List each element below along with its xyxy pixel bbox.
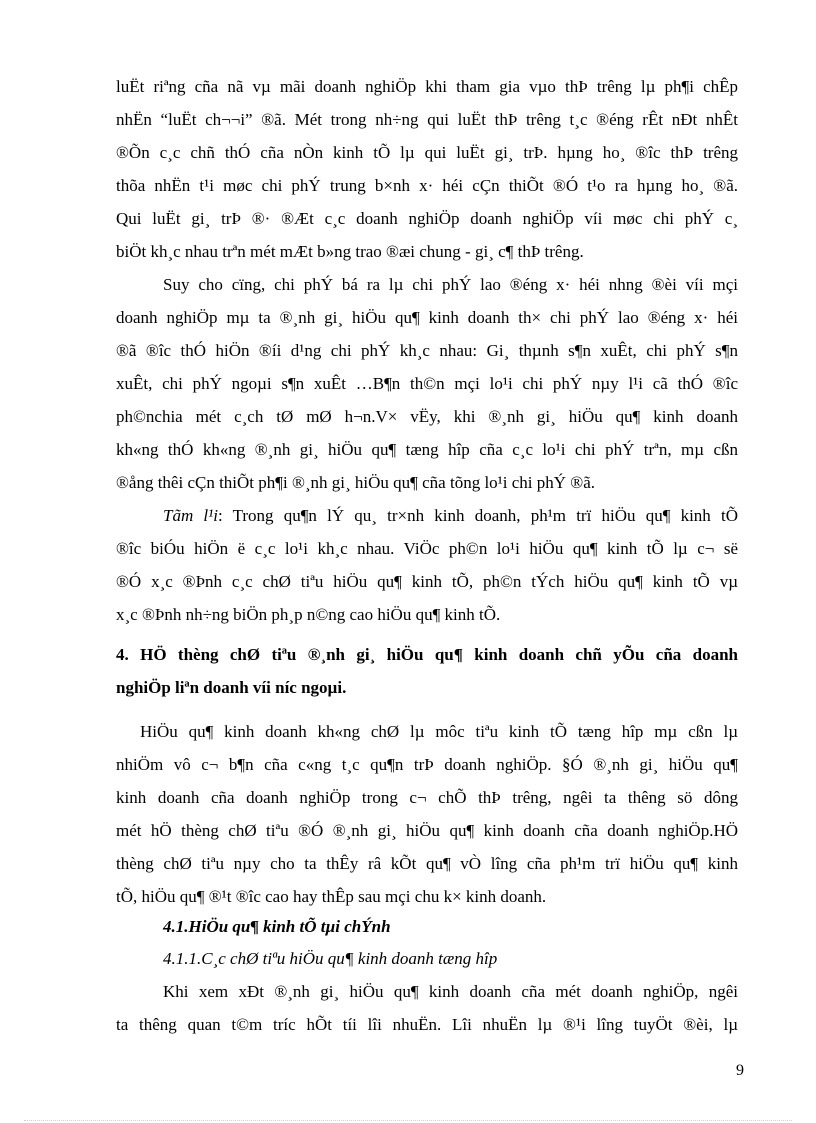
paragraph-5-line: Khi xem xÐt ®¸nh gi¸ hiÖu qu¶ kinh doanh cña mét doanh nghiÖp, ngêi	[163, 982, 738, 1001]
paragraph-2-line: kh«ng thÓ kh«ng ®¸nh gi¸ hiÖu qu¶ tæng hîp cña c¸c lo¹i chi phÝ trªn, mµ cßn	[116, 440, 738, 459]
paragraph-2-line: xuÊt, chi phÝ ngoµi s¶n xuÊt …B¶n th©n mçi lo¹i chi phÝ nµy l¹i cã thÓ ®îc	[116, 374, 738, 393]
section-4-1-1-heading: 4.1.1.C¸c chØ tiªu hiÖu qu¶ kinh doanh tæng hîp	[163, 949, 498, 968]
section-4-heading: nghiÖp liªn doanh víi níc ngoµi.	[116, 678, 347, 697]
paragraph-1-line: biÖt kh¸c nhau trªn mét mÆt b»ng trao ®æi chung - gi¸ c¶ thÞ trêng.	[116, 242, 584, 261]
paragraph-4-line: nhiÖm vô c¬ b¶n cña c«ng t¸c qu¶n trÞ doanh nghiÖp. §Ó ®¸nh gi¸ hiÖu qu¶	[116, 755, 738, 774]
summary-first-line	[163, 506, 738, 526]
summary-line: ®Ó x¸c ®Þnh c¸c chØ tiªu hiÖu qu¶ kinh tÕ, ph©n tÝch hiÖu qu¶ kinh tÕ vµ	[116, 572, 738, 591]
paragraph-4-line: kinh doanh cña doanh nghiÖp trong c¬ chÕ thÞ trêng, ngêi ta thêng sö dông	[116, 788, 738, 807]
paragraph-1-line: nhËn “luËt ch¬¬i” ®ã. Mét trong nh÷ng qui luËt thÞ trêng t¸c ®éng rÊt nÐt nhÊt	[116, 110, 738, 129]
page-number: 9	[736, 1062, 744, 1079]
summary-label: Tãm l¹i	[163, 506, 218, 525]
paragraph-2-line: doanh nghiÖp mµ ta ®¸nh gi¸ hiÖu qu¶ kinh doanh th× chi phÝ lao ®éng x· héi	[116, 308, 738, 327]
section-4-heading: 4. HÖ thèng chØ tiªu ®¸nh gi¸ hiÖu qu¶ kinh doanh chñ yÕu cña doanh	[116, 645, 738, 664]
summary-first-line-text: : Trong qu¶n lÝ qu¸ tr×nh kinh doanh, ph¹m trï hiÖu qu¶ kinh tÕ	[217, 506, 738, 525]
paragraph-4-line: thèng chØ tiªu nµy cho ta thÊy râ kÕt qu¶ vÒ lîng cña ph¹m trï hiÖu qu¶ kinh	[116, 854, 738, 873]
paragraph-1-line: Qui luËt gi¸ trÞ ®· ®Æt c¸c doanh nghiÖp doanh nghiÖp víi møc chi phÝ c¸	[116, 209, 738, 228]
section-4-1-heading: 4.1.HiÖu qu¶ kinh tÕ tµi chÝnh	[163, 917, 391, 936]
paragraph-2-line: ®ã ®îc thÓ hiÖn ®íi d¹ng chi phÝ kh¸c nhau: Gi¸ thµnh s¶n xuÊt, chi phÝ s¶n	[116, 341, 738, 360]
paragraph-1-line: ®Õn c¸c chñ thÓ cña nÒn kinh tÕ lµ qui luËt gi¸ trÞ. hµng ho¸ ®îc thÞ trêng	[116, 143, 738, 162]
summary-line: ®îc biÓu hiÖn ë c¸c lo¹i kh¸c nhau. ViÖc ph©n lo¹i hiÖu qu¶ kinh tÕ lµ c¬ së	[116, 539, 738, 558]
page-bottom-divider	[24, 1120, 792, 1121]
paragraph-4-line: HiÖu qu¶ kinh doanh kh«ng chØ lµ môc tiªu kinh tÕ tæng hîp mµ cßn lµ	[140, 722, 738, 741]
paragraph-4-line: tÕ, hiÖu qu¶ ®¹t ®îc cao hay thÊp sau mçi chu k× kinh doanh.	[116, 887, 547, 906]
paragraph-4-line: mét hÖ thèng chØ tiªu ®Ó ®¸nh gi¸ hiÖu qu¶ kinh doanh cña doanh nghiÖp.HÖ	[116, 821, 738, 840]
paragraph-2-line: Suy cho cïng, chi phÝ bá ra lµ chi phÝ lao ®éng x· héi nhng ®èi víi mçi	[163, 275, 738, 294]
paragraph-5-line: ta thêng quan t©m tríc hÕt tíi lîi nhuËn. Lîi nhuËn lµ ®¹i lîng tuyÖt ®èi, lµ	[116, 1015, 738, 1034]
paragraph-1-line: thõa nhËn t¹i møc chi phÝ trung b×nh x· héi cÇn thiÕt ®Ó t¹o ra hµng ho¸ ®ã.	[116, 176, 738, 195]
summary-line: x¸c ®Þnh nh÷ng biÖn ph¸p n©ng cao hiÖu qu¶ kinh tÕ.	[116, 605, 501, 624]
paragraph-1-line: luËt riªng cña nã vµ mãi doanh nghiÖp khi tham gia vµo thÞ trêng lµ ph¶i chÊp	[116, 77, 738, 96]
paragraph-2-line: ph©nchia mét c¸ch tØ mØ h¬n.V× vËy, khi ®¸nh gi¸ hiÖu qu¶ kinh doanh	[116, 407, 738, 426]
paragraph-2-line: ®ång thêi cÇn thiÕt ph¶i ®¸nh gi¸ hiÖu qu¶ cña tõng lo¹i chi phÝ ®ã.	[116, 473, 595, 492]
